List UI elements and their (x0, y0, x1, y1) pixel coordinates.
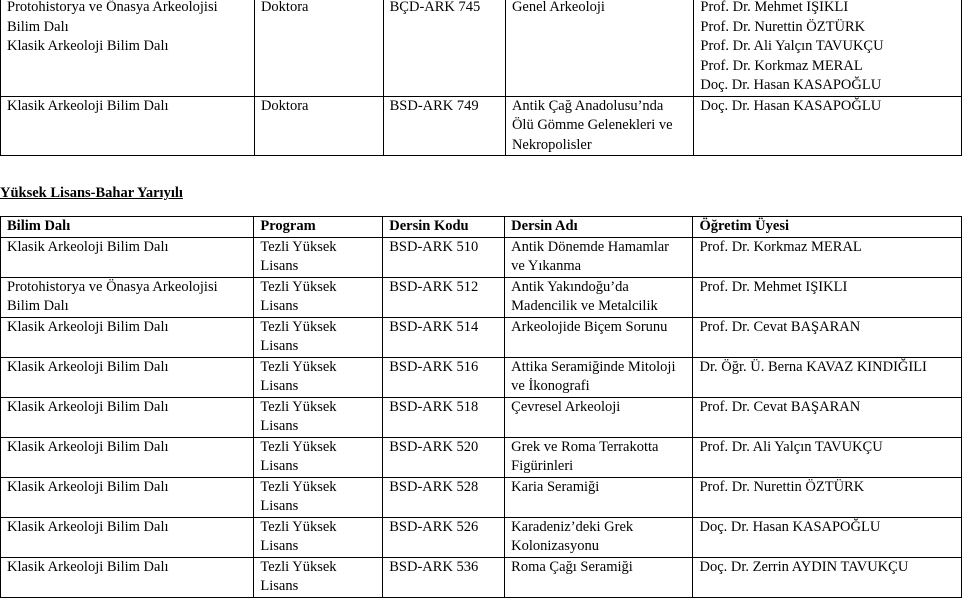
cell-line: Doktora (260, 0, 309, 15)
cell-line: Lisans (260, 418, 299, 434)
table-row (1, 517, 962, 557)
cell-dersin-adi (505, 557, 693, 597)
cell-ogretim-uyesi (693, 477, 962, 517)
table-row (1, 317, 962, 357)
cell-dersin-adi (505, 357, 693, 397)
header-program: Program (254, 217, 383, 238)
table-row (1, 96, 962, 156)
cell-line: Tezli Yüksek (260, 478, 337, 495)
cell-ogretim-uyesi (693, 357, 962, 397)
cell-line: Lisans (260, 538, 299, 554)
cell-ogretim-uyesi (693, 517, 962, 557)
cell-line: Prof. Dr. Korkmaz MERAL (699, 238, 862, 255)
cell-ogretim-uyesi (694, 96, 962, 156)
cell-bilim-dali (1, 317, 254, 357)
header-dersin-kodu: Dersin Kodu (383, 217, 505, 238)
cell-line: Klasik Arkeoloji Bilim Dalı (7, 438, 169, 455)
cell-line: Tezli Yüksek (260, 518, 337, 535)
cell-program (254, 557, 383, 597)
table-row (1, 397, 962, 437)
cell-line: Dr. Öğr. Ü. Berna KAVAZ KINDIĞILI (699, 358, 927, 375)
cell-dersin-kodu (383, 557, 505, 597)
cell-line: Karadeniz’deki Grek (511, 518, 634, 535)
cell-line: Doktora (260, 97, 309, 114)
cell-dersin-adi (505, 317, 693, 357)
cell-line: Klasik Arkeoloji Bilim Dalı (7, 398, 169, 415)
cell-bilim-dali (1, 397, 254, 437)
cell-line: Lisans (260, 458, 299, 474)
cell-bilim-dali (1, 96, 255, 156)
cell-bilim-dali (1, 557, 254, 597)
cell-line: Lisans (260, 338, 299, 354)
cell-line: Prof. Dr. Mehmet IŞIKLI (699, 278, 848, 295)
cell-dersin-kodu (383, 517, 505, 557)
cell-line: BSD-ARK 528 (389, 478, 479, 495)
cell-dersin-adi (505, 96, 693, 156)
cell-program (254, 357, 383, 397)
cell-line: Prof. Dr. Cevat BAŞARAN (699, 398, 861, 415)
cell-line: Protohistorya ve Önasya Arkeolojisi (7, 278, 218, 295)
section-heading: Yüksek Lisans-Bahar Yarıyılı (0, 185, 183, 201)
cell-line: Çevresel Arkeoloji (511, 398, 621, 415)
cell-program (254, 517, 383, 557)
cell-line: BSD-ARK 749 (389, 97, 479, 114)
cell-line: Prof. Dr. Nurettin ÖZTÜRK (699, 478, 865, 495)
table-row (1, 477, 962, 517)
cell-line: BSD-ARK 526 (389, 518, 479, 535)
cell-line: Klasik Arkeoloji Bilim Dalı (7, 518, 169, 535)
cell-program (254, 397, 383, 437)
cell-line: Klasik Arkeoloji Bilim Dalı (7, 318, 169, 335)
cell-dersin-kodu (383, 0, 505, 96)
cell-line: Figürinleri (511, 458, 574, 474)
cell-line: Antik Çağ Anadolusu’nda (511, 97, 664, 114)
cell-dersin-adi (505, 277, 693, 317)
cell-line: BSD-ARK 510 (389, 238, 479, 255)
cell-line: Karia Seramiği (511, 478, 600, 495)
cell-line: Klasik Arkeoloji Bilim Dalı (7, 558, 169, 575)
cell-line: BSD-ARK 520 (389, 438, 479, 455)
masters-course-rows (1, 237, 962, 597)
cell-line: Doç. Dr. Zerrin AYDIN TAVUKÇU (699, 558, 909, 575)
doctoral-course-table (0, 0, 962, 156)
cell-line: BÇD-ARK 745 (389, 0, 481, 15)
table-row (1, 237, 962, 277)
cell-bilim-dali (1, 237, 254, 277)
cell-line: Doç. Dr. Hasan KASAPOĞLU (700, 77, 882, 93)
cell-line: Bilim Dalı (7, 298, 69, 314)
cell-line: Lisans (260, 378, 299, 394)
cell-line: Tezli Yüksek (260, 438, 337, 455)
cell-dersin-kodu (383, 317, 505, 357)
cell-line: Klasik Arkeoloji Bilim Dalı (7, 478, 169, 495)
cell-program (254, 0, 383, 96)
cell-program (254, 317, 383, 357)
cell-ogretim-uyesi (694, 0, 962, 96)
cell-line: Klasik Arkeoloji Bilim Dalı (7, 97, 169, 114)
cell-program (254, 96, 383, 156)
cell-line: Tezli Yüksek (260, 238, 337, 255)
cell-line: Madencilik ve Metalcilik (511, 298, 658, 314)
cell-line: Antik Yakındoğu’da (511, 278, 629, 295)
cell-line: Doç. Dr. Hasan KASAPOĞLU (700, 97, 882, 114)
cell-dersin-kodu (383, 357, 505, 397)
header-dersin-adi: Dersin Adı (505, 217, 693, 238)
cell-line: Tezli Yüksek (260, 398, 337, 415)
cell-ogretim-uyesi (693, 277, 962, 317)
cell-bilim-dali (1, 477, 254, 517)
cell-line: Bilim Dalı (7, 18, 69, 35)
cell-line: BSD-ARK 518 (389, 398, 479, 415)
cell-ogretim-uyesi (693, 557, 962, 597)
cell-dersin-kodu (383, 397, 505, 437)
cell-line: Klasik Arkeoloji Bilim Dalı (7, 38, 169, 54)
cell-line: ve Yıkanma (511, 258, 582, 274)
cell-line: BSD-ARK 512 (389, 278, 479, 295)
cell-line: Protohistorya ve Önasya Arkeolojisi (7, 0, 218, 15)
cell-dersin-kodu (383, 437, 505, 477)
cell-line: Prof. Dr. Nurettin ÖZTÜRK (700, 18, 866, 35)
cell-line: Antik Dönemde Hamamlar (511, 238, 669, 255)
cell-line: Lisans (260, 578, 299, 594)
cell-dersin-adi (505, 237, 693, 277)
cell-line: ve İkonografi (511, 378, 590, 394)
cell-program (254, 477, 383, 517)
cell-ogretim-uyesi (693, 437, 962, 477)
cell-line: Grek ve Roma Terrakotta (511, 438, 659, 455)
table-row (1, 0, 962, 96)
cell-dersin-kodu (383, 277, 505, 317)
cell-line: Lisans (260, 298, 299, 314)
table-row (1, 357, 962, 397)
table-row (1, 557, 962, 597)
cell-bilim-dali (1, 517, 254, 557)
cell-dersin-adi (505, 397, 693, 437)
cell-line: Prof. Dr. Ali Yalçın TAVUKÇU (699, 438, 883, 455)
cell-line: Ölü Gömme Gelenekleri ve (511, 117, 673, 133)
cell-line: Genel Arkeoloji (511, 0, 605, 15)
cell-program (254, 437, 383, 477)
cell-line: Doç. Dr. Hasan KASAPOĞLU (699, 518, 881, 535)
cell-line: Lisans (260, 498, 299, 514)
cell-line: Nekropolisler (511, 136, 592, 153)
cell-line: Klasik Arkeoloji Bilim Dalı (7, 238, 169, 255)
cell-line: Roma Çağı Seramiği (511, 558, 633, 575)
cell-dersin-kodu (383, 237, 505, 277)
cell-bilim-dali (1, 357, 254, 397)
cell-line: Prof. Dr. Mehmet IŞIKLI (700, 0, 849, 15)
cell-line: Arkeolojide Biçem Sorunu (511, 318, 668, 335)
cell-line: Prof. Dr. Cevat BAŞARAN (699, 318, 861, 335)
doctoral-course-rows (1, 0, 962, 156)
cell-line: Kolonizasyonu (511, 538, 599, 554)
cell-line: Lisans (260, 258, 299, 274)
cell-line: Attika Seramiğinde Mitoloji (511, 358, 676, 375)
cell-line: Tezli Yüksek (260, 318, 337, 335)
cell-bilim-dali (1, 0, 255, 96)
cell-dersin-adi (505, 517, 693, 557)
cell-dersin-kodu (383, 96, 505, 156)
cell-dersin-adi (505, 437, 693, 477)
masters-spring-course-table (0, 216, 962, 598)
cell-ogretim-uyesi (693, 317, 962, 357)
cell-line: BSD-ARK 514 (389, 318, 479, 335)
cell-ogretim-uyesi (693, 237, 962, 277)
cell-line: Prof. Dr. Ali Yalçın TAVUKÇU (700, 38, 884, 54)
cell-line: BSD-ARK 536 (389, 558, 479, 575)
table-row (1, 437, 962, 477)
cell-dersin-kodu (383, 477, 505, 517)
header-bilim-dali: Bilim Dalı (1, 217, 254, 238)
cell-line: Tezli Yüksek (260, 358, 337, 375)
cell-dersin-adi (505, 477, 693, 517)
header-ogretim-uyesi: Öğretim Üyesi (693, 217, 962, 238)
cell-program (254, 277, 383, 317)
cell-line: Klasik Arkeoloji Bilim Dalı (7, 358, 169, 375)
cell-line: Tezli Yüksek (260, 278, 337, 295)
cell-bilim-dali (1, 437, 254, 477)
cell-line: Prof. Dr. Korkmaz MERAL (700, 57, 863, 74)
cell-dersin-adi (505, 0, 693, 96)
cell-line: BSD-ARK 516 (389, 358, 479, 375)
table-header-row (1, 217, 962, 238)
cell-line: Tezli Yüksek (260, 558, 337, 575)
cell-ogretim-uyesi (693, 397, 962, 437)
table-row (1, 277, 962, 317)
cell-bilim-dali (1, 277, 254, 317)
cell-program (254, 237, 383, 277)
